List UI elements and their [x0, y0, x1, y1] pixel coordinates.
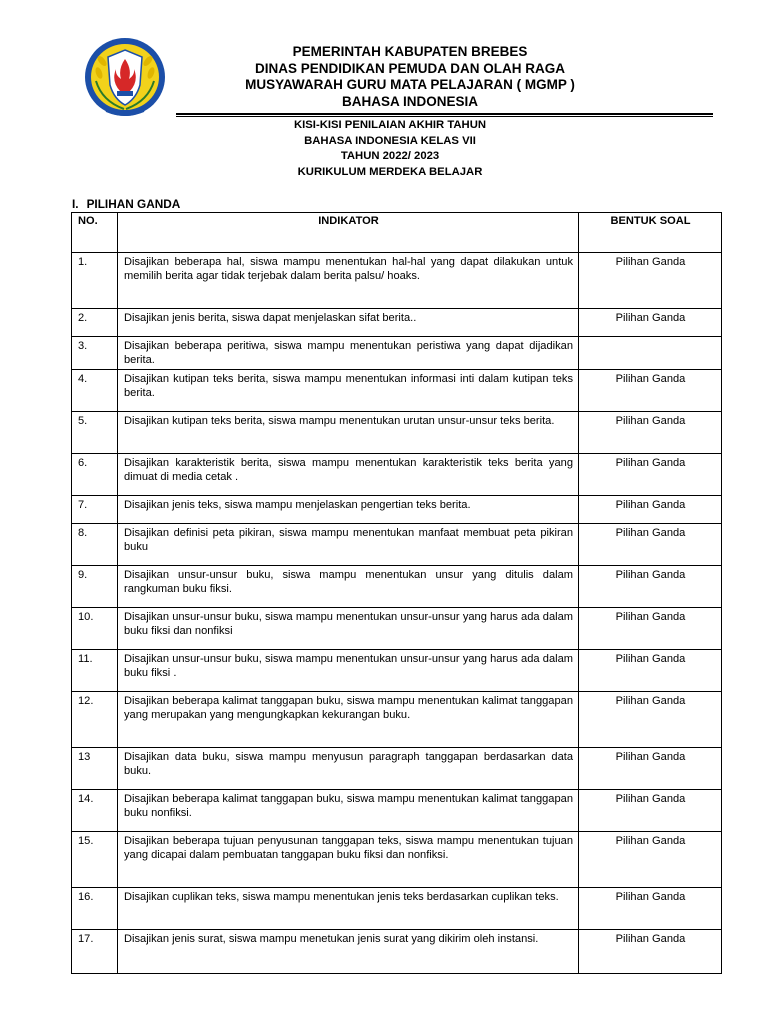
document-title-line: KISI-KISI PENILAIAN AKHIR TAHUN: [293, 119, 487, 131]
row-bentuk-soal: Pilihan Ganda: [579, 748, 722, 790]
row-number: 17.: [72, 930, 118, 974]
table-row: [72, 790, 722, 832]
row-bentuk-soal: Pilihan Ganda: [579, 790, 722, 832]
row-bentuk-soal: Pilihan Ganda: [579, 930, 722, 974]
row-indikator: Disajikan jenis surat, siswa mampu menetukan jenis surat yang dikirim oleh instansi.: [118, 930, 579, 974]
row-indikator: Disajikan beberapa kalimat tanggapan buku, siswa mampu menentukan kalimat tanggapan buku nonfiksi.: [118, 790, 579, 832]
letterhead-line: PEMERINTAH KABUPATEN BREBES: [292, 44, 528, 59]
table-row: [72, 253, 722, 309]
row-bentuk-soal: Pilihan Ganda: [579, 412, 722, 454]
row-number: 14.: [72, 790, 118, 832]
row-number: 1.: [72, 253, 118, 309]
row-indikator: Disajikan unsur-unsur buku, siswa mampu menentukan unsur yang ditulis dalam rangkuman buku fiksi.: [118, 566, 579, 608]
document-title-line: BAHASA INDONESIA KELAS VII: [304, 134, 476, 147]
question-grid-table: [71, 212, 722, 974]
row-indikator: Disajikan beberapa tujuan penyusunan tanggapan teks, siswa mampu menentukan tujuan yang dicapai dalam pembuatan tanggapan buku fiksi dan nonfiksi.: [118, 832, 579, 888]
row-indikator: Disajikan cuplikan teks, siswa mampu menentukan jenis teks berdasarkan cuplikan teks.: [118, 888, 579, 930]
row-indikator: Disajikan definisi peta pikiran, siswa mampu menentukan manfaat membuat peta pikiran buku: [118, 524, 579, 566]
table-row: [72, 832, 722, 888]
letterhead-divider-thin: [176, 116, 713, 117]
document-title-line: KURIKULUM MERDEKA BELAJAR: [297, 165, 483, 178]
row-bentuk-soal: Pilihan Ganda: [579, 253, 722, 309]
row-number: 9.: [72, 566, 118, 608]
row-number: 12.: [72, 692, 118, 748]
letterhead-line: BAHASA INDONESIA: [341, 93, 478, 109]
row-bentuk-soal: Pilihan Ganda: [579, 370, 722, 412]
row-bentuk-soal: Pilihan Ganda: [579, 650, 722, 692]
row-number: 2.: [72, 309, 118, 337]
document-title: [180, 118, 600, 180]
table-row: [72, 566, 722, 608]
row-number: 8.: [72, 524, 118, 566]
row-bentuk-soal: [579, 337, 722, 370]
table-row: [72, 337, 722, 370]
letterhead-line: DINAS PENDIDIKAN PEMUDA DAN OLAH RAGA: [254, 60, 565, 76]
letterhead-divider: [176, 113, 713, 115]
row-bentuk-soal: Pilihan Ganda: [579, 608, 722, 650]
row-indikator: Disajikan beberapa kalimat tanggapan buku, siswa mampu menentukan kalimat tanggapan yang merupakan yang mengungkapkan kekurangan buku.: [118, 692, 579, 748]
row-number: 6.: [72, 454, 118, 496]
row-indikator: Disajikan data buku, siswa mampu menyusun paragraph tanggapan berdasarkan data buku.: [118, 748, 579, 790]
section-title: PILIHAN GANDA: [86, 197, 181, 211]
letterhead: [180, 44, 640, 110]
row-bentuk-soal: Pilihan Ganda: [579, 309, 722, 337]
row-indikator: Disajikan unsur-unsur buku, siswa mampu menentukan unsur-unsur yang harus ada dalam buku fiksi dan nonfiksi: [118, 608, 579, 650]
column-header-no: NO.: [72, 213, 118, 253]
row-number: 15.: [72, 832, 118, 888]
section-number: I.: [72, 197, 79, 211]
table-row: [72, 692, 722, 748]
row-indikator: Disajikan kutipan teks berita, siswa mampu menentukan urutan unsur-unsur teks berita.: [118, 412, 579, 454]
row-bentuk-soal: Pilihan Ganda: [579, 496, 722, 524]
row-number: 4.: [72, 370, 118, 412]
row-bentuk-soal: Pilihan Ganda: [579, 692, 722, 748]
row-number: 11.: [72, 650, 118, 692]
document-title-line: TAHUN 2022/ 2023: [340, 150, 440, 162]
row-number: 3.: [72, 337, 118, 370]
table-row: [72, 524, 722, 566]
table-row: [72, 454, 722, 496]
row-bentuk-soal: Pilihan Ganda: [579, 454, 722, 496]
row-bentuk-soal: Pilihan Ganda: [579, 524, 722, 566]
row-indikator: Disajikan beberapa hal, siswa mampu menentukan hal-hal yang dapat dilakukan untuk memilih berita agar tidak terjebak dalam berita palsu/ hoaks.: [118, 253, 579, 309]
column-header-bentuk-soal: BENTUK SOAL: [579, 213, 722, 253]
table-row: [72, 370, 722, 412]
table-row: [72, 412, 722, 454]
row-number: 16.: [72, 888, 118, 930]
letterhead-line: MUSYAWARAH GURU MATA PELAJARAN ( MGMP ): [245, 77, 575, 92]
brebes-regency-emblem-icon: [84, 37, 166, 117]
row-bentuk-soal: Pilihan Ganda: [579, 566, 722, 608]
table-row: [72, 650, 722, 692]
section-heading: [72, 197, 188, 211]
table-header-row: [72, 213, 722, 253]
row-indikator: Disajikan jenis berita, siswa dapat menjelaskan sifat berita..: [118, 309, 579, 337]
table-row: [72, 496, 722, 524]
row-number: 10.: [72, 608, 118, 650]
table-row: [72, 888, 722, 930]
row-number: 5.: [72, 412, 118, 454]
row-indikator: Disajikan beberapa peritiwa, siswa mampu menentukan peristiwa yang dapat dijadikan berita.: [118, 337, 579, 370]
table-row: [72, 608, 722, 650]
row-number: 13: [72, 748, 118, 790]
row-indikator: Disajikan kutipan teks berita, siswa mampu menentukan informasi inti dalam kutipan teks berita.: [118, 370, 579, 412]
row-number: 7.: [72, 496, 118, 524]
row-indikator: Disajikan jenis teks, siswa mampu menjelaskan pengertian teks berita.: [118, 496, 579, 524]
table-row: [72, 309, 722, 337]
column-header-indikator: INDIKATOR: [118, 213, 579, 253]
table-row: [72, 930, 722, 974]
table-row: [72, 748, 722, 790]
row-bentuk-soal: Pilihan Ganda: [579, 832, 722, 888]
row-indikator: Disajikan karakteristik berita, siswa mampu menentukan karakteristik teks berita yang dimuat di media cetak .: [118, 454, 579, 496]
row-indikator: Disajikan unsur-unsur buku, siswa mampu menentukan unsur-unsur yang harus ada dalam buku fiksi .: [118, 650, 579, 692]
row-bentuk-soal: Pilihan Ganda: [579, 888, 722, 930]
